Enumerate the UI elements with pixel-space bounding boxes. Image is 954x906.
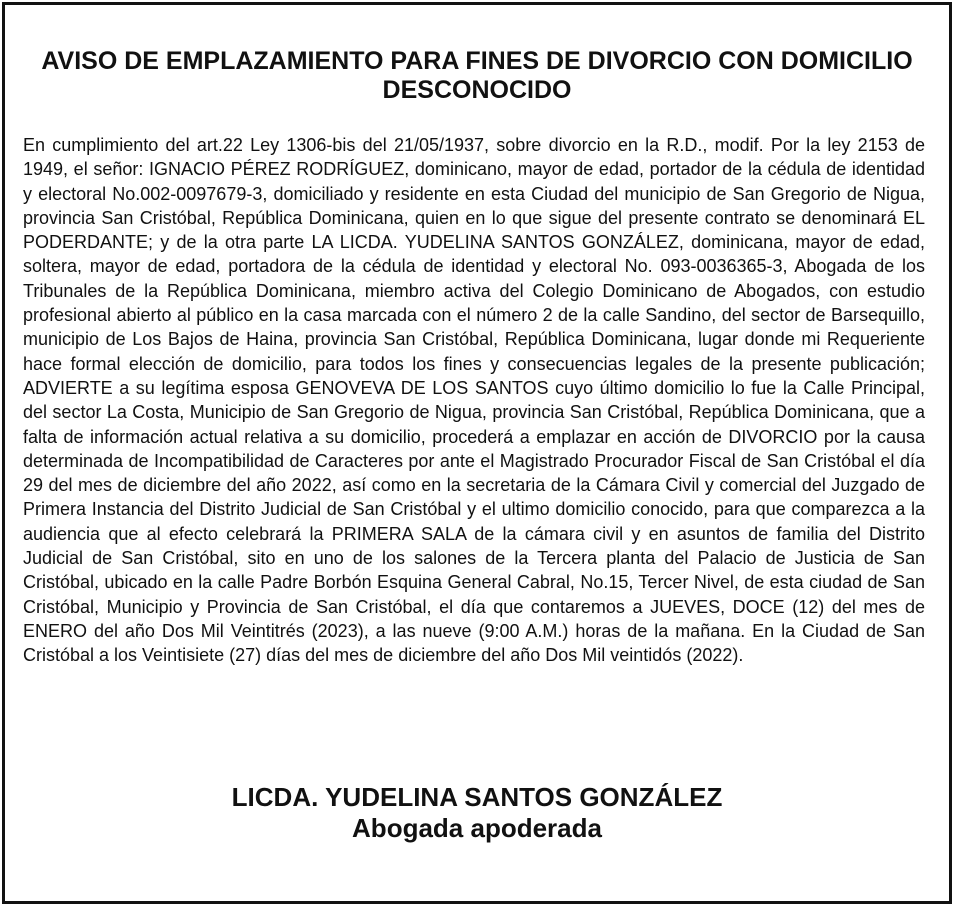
legal-notice (2, 2, 952, 904)
signature-name: LICDA. YUDELINA SANTOS GONZÁLEZ (231, 782, 723, 812)
notice-body: En cumplimiento del art.22 Ley 1306-bis del 21/05/1937, sobre divorcio en la R.D., modif. Por la ley 2153 de 1949, el señor: IGNACIO PÉREZ RODRÍGUEZ, dominicano, mayor de edad, portador de la cédula de identidad y electoral No.002-0097679-3, domiciliado y residente en esta Ciudad del municipio de San Gregorio de Nigua, provincia San Cristóbal, República Dominicana, quien en lo que sigue del presente contrato se denominará EL PODERDANTE; y de la otra parte LA LICDA. YUDELINA SANTOS GONZÁLEZ, dominicana, mayor de edad, soltera, mayor de edad, portadora de la cédula de identidad y electoral No. 093-0036365-3, Abogada de los Tribunales de la República Dominicana, miembro activa del Colegio Dominicano de Abogados, con estudio profesional abierto al público en la casa marcada con el número 2 de la calle Sandino, del sector de Barsequillo, municipio de Los Bajos de Haina, provincia San Cristóbal, República Dominicana, lugar donde mi Requeriente hace formal elección de domicilio, para todos los fines y consecuencias legales de la presente publicación; ADVIERTE a su legítima esposa GENOVEVA DE LOS SANTOS cuyo último domicilio lo fue la Calle Principal, del sector La Costa, Municipio de San Gregorio de Nigua, provincia San Cristóbal, República Dominicana, que a falta de información actual relativa a su domicilio, procederá a emplazar en acción de DIVORCIO por la causa determinada de Incompatibilidad de Caracteres por ante el Magistrado Procurador Fiscal de San Cristóbal el día 29 del mes de diciembre del año 2022, así como en la secretaria de la Cámara Civil y comercial del Juzgado de Primera Instancia del Distrito Judicial de San Cristóbal y el ultimo domicilio conocido, para que comparezca a la audiencia que al efecto celebrará la PRIMERA SALA de la cámara civil y en asuntos de familia del Distrito Judicial de San Cristóbal, sito en uno de los salones de la Tercera planta del Palacio de Justicia de San Cristóbal, ubicado en la calle Padre Borbón Esquina General Cabral, No.15, Tercer Nivel, de esta ciudad de San Cristóbal, Municipio y Provincia de San Cristóbal, el día que contaremos a JUEVES, DOCE (12) del mes de ENERO del año Dos Mil Veintitrés (2023), a las nueve (9:00 A.M.) horas de la mañana. En la Ciudad de San Cristóbal a los Veintisiete (27) días del mes de diciembre del año Dos Mil veintidós (2022). (23, 135, 925, 666)
signature-role: Abogada apoderada (352, 813, 602, 843)
signature-block (25, 782, 929, 844)
notice-title: AVISO DE EMPLAZAMIENTO PARA FINES DE DIVORCIO CON DOMICILIO DESCONOCIDO (41, 47, 913, 104)
